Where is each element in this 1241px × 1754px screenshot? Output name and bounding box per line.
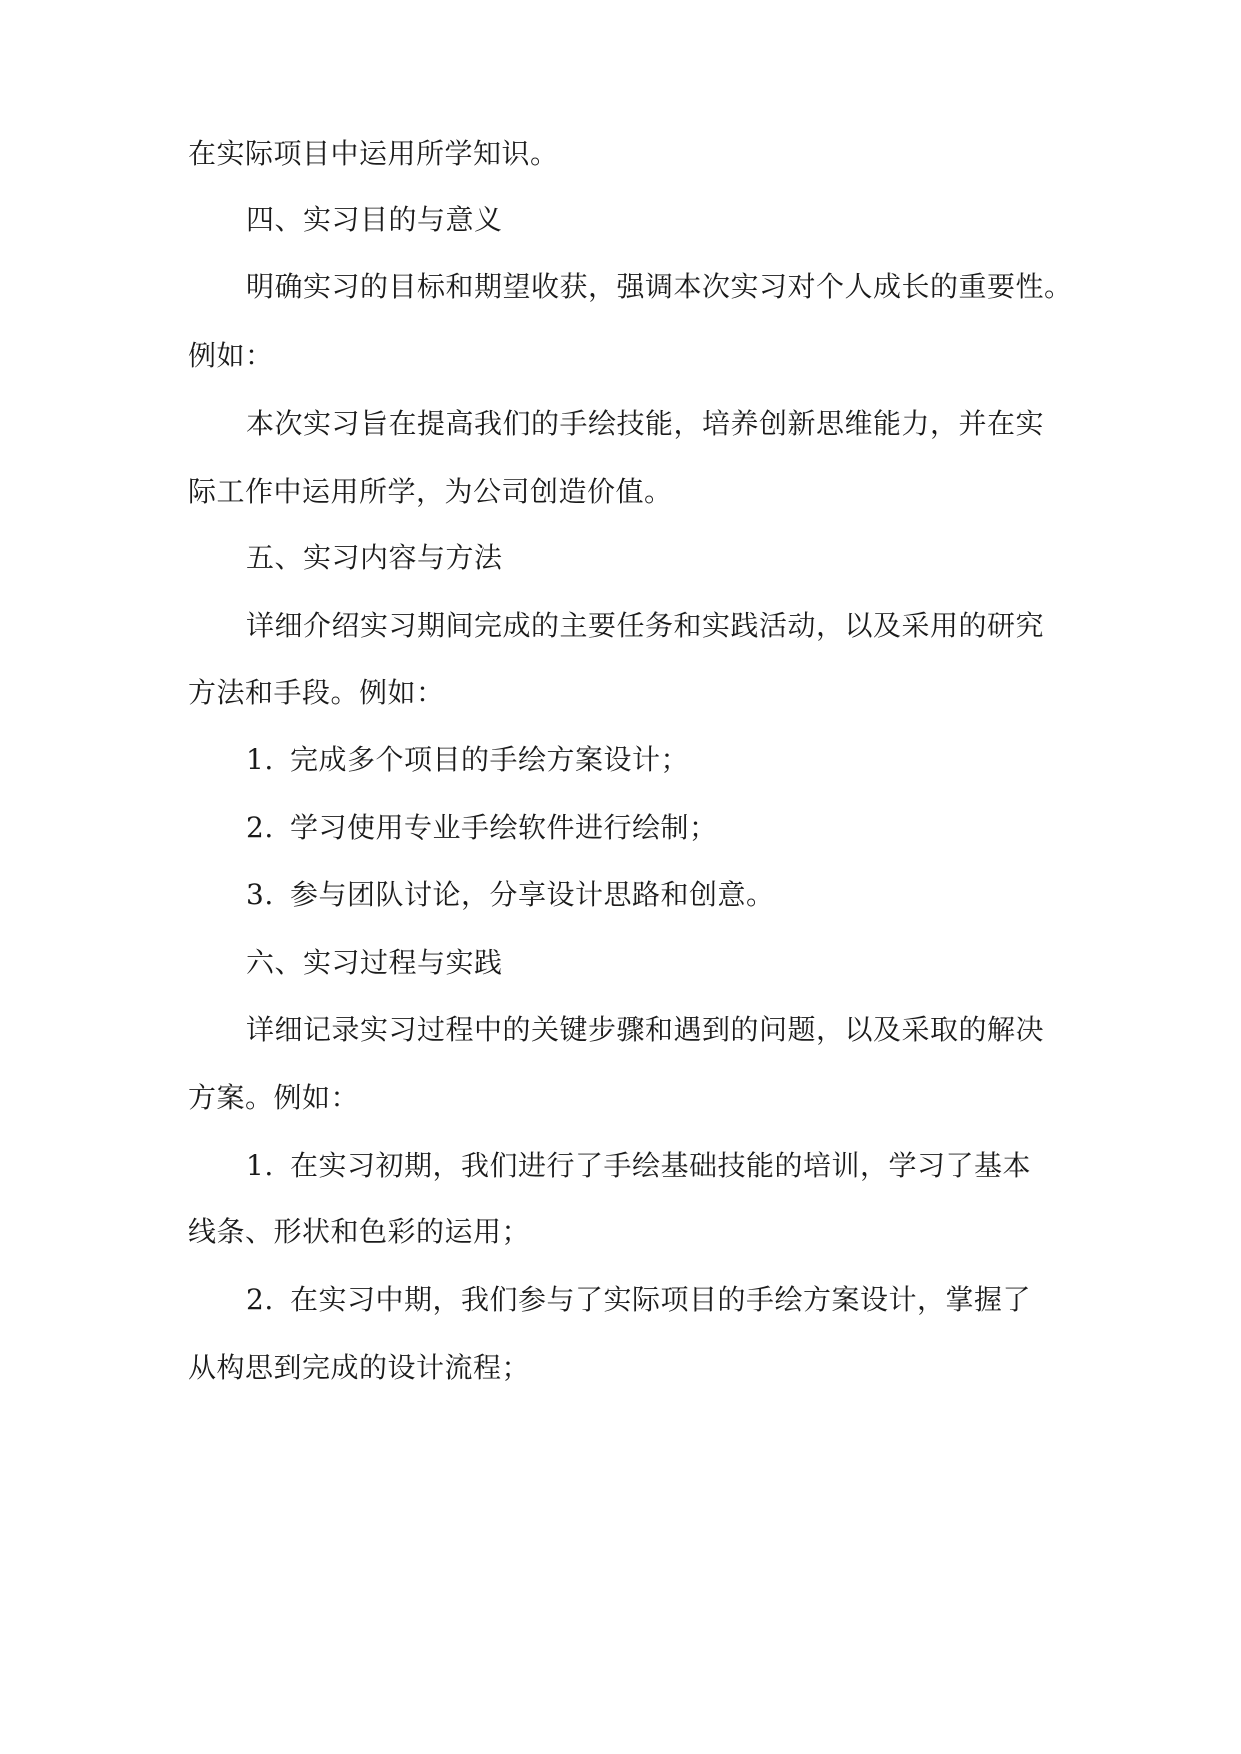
list-number: 1. — [246, 1149, 274, 1182]
list-item-text: 参与团队讨论，分享设计思路和创意。 — [290, 878, 775, 911]
list-item — [246, 1280, 1126, 1320]
paragraph-line: 方案。例如： — [188, 1081, 360, 1114]
paragraph-line: 明确实习的目标和期望收获，强调本次实习对个人成长的重要性。 — [246, 270, 1073, 303]
list-item — [246, 875, 1126, 915]
paragraph-line: 本次实习旨在提高我们的手绘技能，培养创新思维能力，并在实 — [246, 407, 1045, 440]
paragraph-line: 详细介绍实习期间完成的主要任务和实践活动，以及采用的研究 — [246, 609, 1045, 642]
list-item-text: 在实习初期，我们进行了手绘基础技能的培训，学习了基本 — [290, 1149, 1032, 1182]
paragraph-line: 方法和手段。例如： — [188, 676, 445, 709]
list-number: 2. — [246, 1283, 274, 1316]
list-item — [246, 1146, 1126, 1186]
paragraph-line: 际工作中运用所学，为公司创造价值。 — [188, 475, 673, 508]
section-heading: 四、实习目的与意义 — [246, 203, 503, 236]
list-number: 2. — [246, 811, 274, 844]
list-item-text: 在实习中期，我们参与了实际项目的手绘方案设计，掌握了 — [290, 1283, 1032, 1316]
list-item — [246, 740, 1126, 780]
section-heading: 六、实习过程与实践 — [246, 946, 503, 979]
paragraph-line: 从构思到完成的设计流程； — [188, 1351, 531, 1384]
list-item-text: 学习使用专业手绘软件进行绘制； — [290, 811, 718, 844]
section-heading: 五、实习内容与方法 — [246, 541, 503, 574]
list-item-text: 完成多个项目的手绘方案设计； — [290, 743, 690, 776]
list-number: 3. — [246, 878, 274, 911]
list-item — [246, 808, 1126, 848]
paragraph-line: 在实际项目中运用所学知识。 — [188, 137, 559, 170]
list-number: 1. — [246, 743, 274, 776]
paragraph-line: 详细记录实习过程中的关键步骤和遇到的问题，以及采取的解决 — [246, 1013, 1045, 1046]
paragraph-line: 线条、形状和色彩的运用； — [188, 1215, 531, 1248]
paragraph-line: 例如： — [188, 339, 274, 372]
